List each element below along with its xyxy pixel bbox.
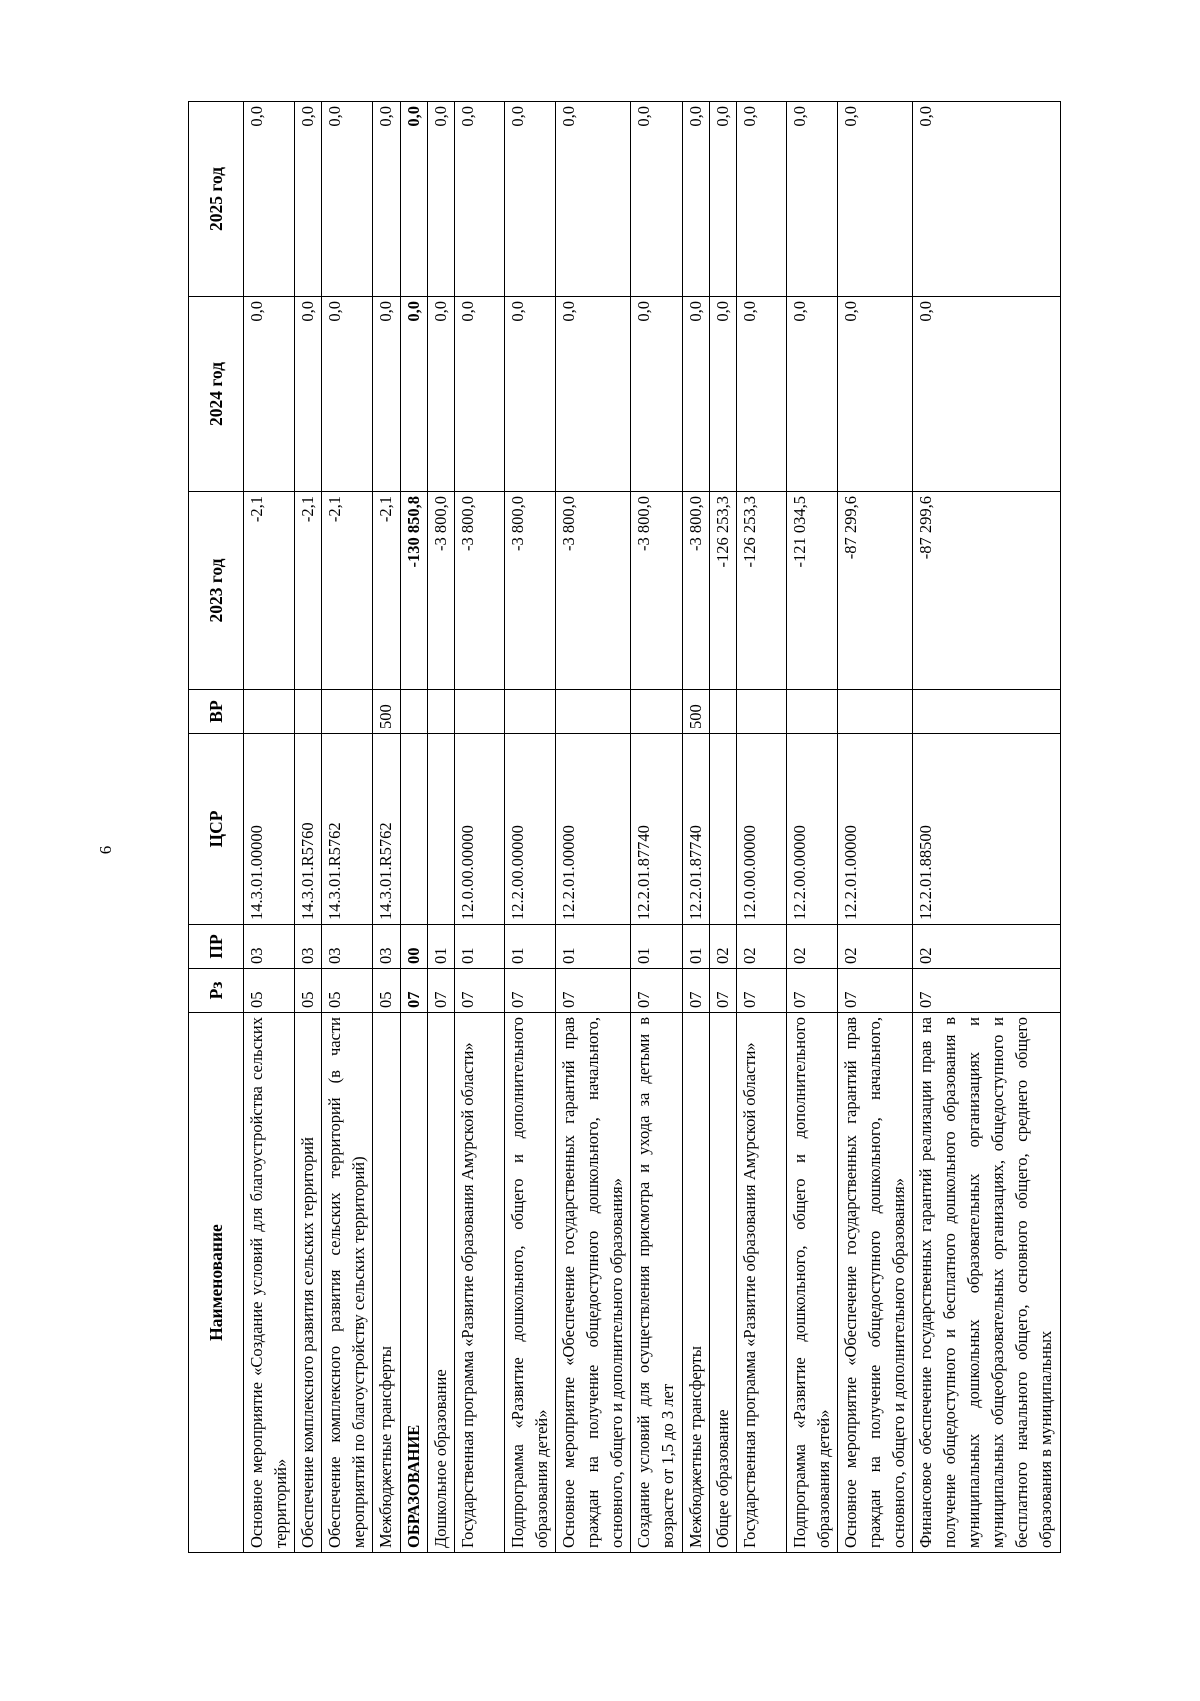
cell-2023: -3 800,0 (682, 492, 709, 690)
table-row (631, 102, 682, 1553)
cell-2023: -87 299,6 (913, 492, 1061, 690)
cell-2024: 0,0 (913, 297, 1061, 492)
cell-2024: 0,0 (556, 297, 631, 492)
cell-name: Межбюджетные трансферты (682, 1013, 709, 1553)
cell-rz: 07 (504, 969, 555, 1013)
table-row (556, 102, 631, 1553)
cell-2025: 0,0 (454, 102, 504, 297)
cell-pr: 01 (631, 925, 682, 969)
cell-2025: 0,0 (427, 102, 454, 297)
cell-csr (400, 734, 427, 925)
cell-pr: 02 (838, 925, 913, 969)
header-csr: ЦСР (189, 734, 244, 925)
cell-pr: 01 (504, 925, 555, 969)
cell-csr: 12.2.01.87740 (631, 734, 682, 925)
cell-vr (244, 690, 295, 734)
cell-2024: 0,0 (709, 297, 736, 492)
cell-2023: -3 800,0 (427, 492, 454, 690)
table-row (682, 102, 709, 1553)
rotated-page-content (188, 102, 1061, 1553)
budget-table (188, 101, 1061, 1553)
cell-2024: 0,0 (373, 297, 400, 492)
cell-name: Основное мероприятие «Обеспечение государственных гарантий прав граждан на получение общедоступного дошкольного, начального, основного, общего и дополнительного образования» (838, 1013, 913, 1553)
cell-rz: 07 (454, 969, 504, 1013)
cell-2025: 0,0 (682, 102, 709, 297)
table-row (709, 102, 736, 1553)
cell-rz: 07 (682, 969, 709, 1013)
cell-2024: 0,0 (838, 297, 913, 492)
cell-2025: 0,0 (736, 102, 786, 297)
cell-2024: 0,0 (786, 297, 837, 492)
cell-2024: 0,0 (682, 297, 709, 492)
header-2023: 2023 год (189, 492, 244, 690)
cell-vr (556, 690, 631, 734)
cell-vr (786, 690, 837, 734)
cell-vr (709, 690, 736, 734)
cell-2024: 0,0 (400, 297, 427, 492)
cell-2023: -3 800,0 (504, 492, 555, 690)
cell-2024: 0,0 (454, 297, 504, 492)
cell-rz: 05 (373, 969, 400, 1013)
header-rz: Рз (189, 969, 244, 1013)
cell-2025: 0,0 (838, 102, 913, 297)
cell-vr (454, 690, 504, 734)
cell-pr: 01 (454, 925, 504, 969)
cell-csr: 12.2.01.00000 (838, 734, 913, 925)
table-body (244, 102, 1061, 1553)
cell-vr (400, 690, 427, 734)
cell-rz: 05 (322, 969, 373, 1013)
cell-pr: 02 (786, 925, 837, 969)
cell-vr (504, 690, 555, 734)
cell-2025: 0,0 (631, 102, 682, 297)
table-row (504, 102, 555, 1553)
cell-csr: 14.3.01.R5762 (322, 734, 373, 925)
table-row (322, 102, 373, 1553)
cell-2023: -3 800,0 (631, 492, 682, 690)
cell-2024: 0,0 (427, 297, 454, 492)
cell-2024: 0,0 (244, 297, 295, 492)
cell-csr: 12.2.01.87740 (682, 734, 709, 925)
cell-rz: 07 (709, 969, 736, 1013)
cell-pr: 01 (682, 925, 709, 969)
cell-rz: 07 (556, 969, 631, 1013)
cell-2023: -2,1 (373, 492, 400, 690)
cell-2023: -2,1 (322, 492, 373, 690)
cell-vr (913, 690, 1061, 734)
cell-csr: 14.3.01.00000 (244, 734, 295, 925)
table-row (454, 102, 504, 1553)
table-row (786, 102, 837, 1553)
cell-2025: 0,0 (913, 102, 1061, 297)
cell-2023: -126 253,3 (736, 492, 786, 690)
cell-name: Подпрограмма «Развитие дошкольного, общего и дополнительного образования детей» (786, 1013, 837, 1553)
cell-name: Основное мероприятие «Обеспечение государственных гарантий прав граждан на получение общедоступного дошкольного, начального, основного, общего и дополнительного образования» (556, 1013, 631, 1553)
cell-rz: 07 (427, 969, 454, 1013)
cell-rz: 07 (913, 969, 1061, 1013)
cell-2024: 0,0 (631, 297, 682, 492)
cell-vr (295, 690, 322, 734)
cell-pr: 03 (373, 925, 400, 969)
cell-vr (322, 690, 373, 734)
cell-name: Государственная программа «Развитие образования Амурской области» (454, 1013, 504, 1553)
cell-2025: 0,0 (556, 102, 631, 297)
table-row (736, 102, 786, 1553)
cell-name: Государственная программа «Развитие образования Амурской области» (736, 1013, 786, 1553)
cell-rz: 07 (631, 969, 682, 1013)
cell-name: Основное мероприятие «Создание условий для благоустройства сельских территорий» (244, 1013, 295, 1553)
table-row (295, 102, 322, 1553)
cell-vr: 500 (682, 690, 709, 734)
table-row (838, 102, 913, 1553)
cell-2023: -126 253,3 (709, 492, 736, 690)
cell-name: Обеспечение комплексного развития сельских территорий (295, 1013, 322, 1553)
cell-csr: 12.2.01.88500 (913, 734, 1061, 925)
cell-2025: 0,0 (400, 102, 427, 297)
cell-pr: 02 (913, 925, 1061, 969)
cell-2023: -87 299,6 (838, 492, 913, 690)
cell-csr: 12.2.01.00000 (556, 734, 631, 925)
cell-pr: 00 (400, 925, 427, 969)
cell-name: Финансовое обеспечение государственных гарантий реализации прав на получение общедоступного и бесплатного дошкольного образования в муниципальных дошкольных образовательных организациях и муниципальных общеобразовательных организациях, общедоступного и бесплатного начального общего, основного общего, среднего общего образования в муниципальных (913, 1013, 1061, 1553)
cell-vr (631, 690, 682, 734)
cell-2024: 0,0 (322, 297, 373, 492)
cell-2023: -2,1 (295, 492, 322, 690)
cell-2023: -3 800,0 (454, 492, 504, 690)
cell-pr: 01 (556, 925, 631, 969)
cell-2024: 0,0 (295, 297, 322, 492)
cell-name: Межбюджетные трансферты (373, 1013, 400, 1553)
cell-rz: 07 (400, 969, 427, 1013)
cell-pr: 01 (427, 925, 454, 969)
cell-csr: 14.3.01.R5762 (373, 734, 400, 925)
cell-csr: 12.0.00.00000 (736, 734, 786, 925)
cell-rz: 05 (244, 969, 295, 1013)
cell-2025: 0,0 (295, 102, 322, 297)
cell-csr: 14.3.01.R5760 (295, 734, 322, 925)
cell-rz: 07 (786, 969, 837, 1013)
cell-csr: 12.0.00.00000 (454, 734, 504, 925)
cell-csr: 12.2.00.00000 (504, 734, 555, 925)
header-2025: 2025 год (189, 102, 244, 297)
cell-2023: -3 800,0 (556, 492, 631, 690)
table-row (373, 102, 400, 1553)
cell-pr: 03 (244, 925, 295, 969)
cell-2025: 0,0 (786, 102, 837, 297)
cell-rz: 07 (736, 969, 786, 1013)
cell-pr: 02 (709, 925, 736, 969)
cell-vr (427, 690, 454, 734)
cell-vr (736, 690, 786, 734)
header-vr: ВР (189, 690, 244, 734)
cell-name: ОБРАЗОВАНИЕ (400, 1013, 427, 1553)
page-number: 6 (96, 845, 115, 855)
table-header-row (189, 102, 244, 1553)
cell-csr (709, 734, 736, 925)
table-row (244, 102, 295, 1553)
cell-2024: 0,0 (736, 297, 786, 492)
cell-name: Подпрограмма «Развитие дошкольного, общего и дополнительного образования детей» (504, 1013, 555, 1553)
table-row (400, 102, 427, 1553)
cell-2025: 0,0 (373, 102, 400, 297)
cell-pr: 02 (736, 925, 786, 969)
cell-2025: 0,0 (504, 102, 555, 297)
cell-pr: 03 (295, 925, 322, 969)
cell-pr: 03 (322, 925, 373, 969)
cell-rz: 05 (295, 969, 322, 1013)
cell-name: Дошкольное образование (427, 1013, 454, 1553)
cell-name: Создание условий для осуществления присмотра и ухода за детьми в возрасте от 1,5 до 3 лет (631, 1013, 682, 1553)
cell-name: Общее образование (709, 1013, 736, 1553)
cell-2024: 0,0 (504, 297, 555, 492)
cell-vr: 500 (373, 690, 400, 734)
cell-2023: -121 034,5 (786, 492, 837, 690)
cell-2025: 0,0 (244, 102, 295, 297)
cell-name: Обеспечение комплексного развития сельских территорий (в части мероприятий по благоустройству сельских территорий) (322, 1013, 373, 1553)
header-2024: 2024 год (189, 297, 244, 492)
cell-csr: 12.2.00.00000 (786, 734, 837, 925)
cell-rz: 07 (838, 969, 913, 1013)
cell-2025: 0,0 (322, 102, 373, 297)
table-row (427, 102, 454, 1553)
header-pr: ПР (189, 925, 244, 969)
table-row (913, 102, 1061, 1553)
cell-2023: -130 850,8 (400, 492, 427, 690)
header-name: Наименование (189, 1013, 244, 1553)
cell-2023: -2,1 (244, 492, 295, 690)
cell-2025: 0,0 (709, 102, 736, 297)
cell-vr (838, 690, 913, 734)
cell-csr (427, 734, 454, 925)
